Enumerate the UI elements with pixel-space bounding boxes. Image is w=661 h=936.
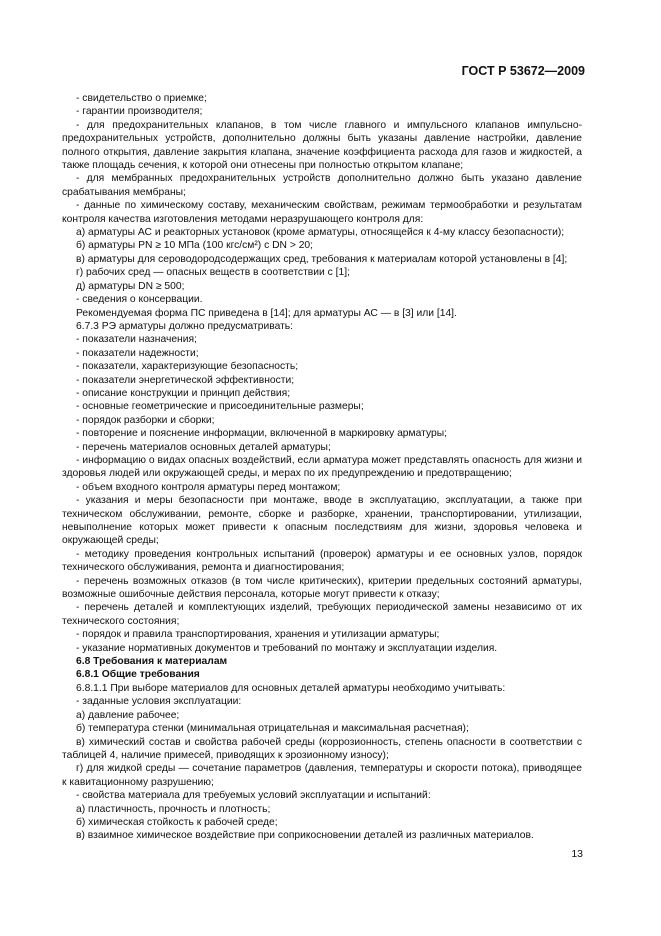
subsection-heading: 6.8.1 Общие требования bbox=[76, 669, 200, 681]
document-body bbox=[62, 92, 582, 843]
paragraph: - показатели, характеризующие безопасность; bbox=[76, 361, 299, 373]
paragraph: - основные геометрические и присоединительные размеры; bbox=[76, 401, 364, 413]
paragraph: а) пластичность, прочность и плотность; bbox=[76, 803, 271, 815]
section-heading: 6.7.3 РЭ арматуры должно предусматривать: bbox=[76, 320, 294, 332]
paragraph: - перечень деталей и комплектующих изделий, требующих периодической замены независимо от их технического состояния; bbox=[62, 602, 582, 627]
paragraph: - порядок и правила транспортирования, хранения и утилизации арматуры; bbox=[76, 629, 440, 641]
paragraph: г) рабочих сред — опасных веществ в соответствии с [1]; bbox=[76, 267, 350, 279]
paragraph: - показатели назначения; bbox=[76, 334, 197, 346]
paragraph: - данные по химическому составу, механическим свойствам, режимам термообработки и результатам контроля качества изготовления методами неразрушающего контроля для: bbox=[62, 200, 582, 225]
paragraph: - свидетельство о приемке; bbox=[76, 93, 207, 104]
paragraph: - указания и меры безопасности при монтаже, вводе в эксплуатацию, эксплуатации, а также при техническом обслуживании, ремонте, сборке и разборке, хранении, транспортировании, утилизации, невыполнение которых может привести к опасным последствиям для жизни, здоровья человека и окружающей среды; bbox=[62, 495, 582, 547]
paragraph: - повторение и пояснение информации, включенной в маркировку арматуры; bbox=[76, 428, 447, 440]
paragraph: - описание конструкции и принцип действия; bbox=[76, 387, 291, 399]
paragraph: д) арматуры DN ≥ 500; bbox=[76, 280, 185, 292]
paragraph: - для мембранных предохранительных устройств дополнительно должно быть указано давление срабатывания мембраны; bbox=[62, 173, 582, 198]
paragraph: - перечень возможных отказов (в том числе критических), критерии предельных состояний арматуры, возможные ошибочные действия персонала, которые могут привести к отказу; bbox=[62, 575, 582, 601]
paragraph: - сведения о консервации. bbox=[76, 294, 203, 306]
paragraph: - показатели надежности; bbox=[76, 347, 199, 359]
paragraph: - гарантии производителя; bbox=[76, 106, 203, 118]
paragraph: - методику проведения контрольных испытаний (проверок) арматуры и ее основных узлов, порядок технического обслуживания, ремонта и диагностирования; bbox=[62, 548, 582, 574]
paragraph: - информацию о видах опасных воздействий, если арматура может представлять опасность для жизни и здоровья людей или окружающей среды, и мерах по их предупреждению и предотвращению; bbox=[62, 454, 582, 480]
paragraph: - заданные условия эксплуатации: bbox=[76, 696, 242, 708]
paragraph: г) для жидкой среды — сочетание параметров (давления, температуры и скорости потока), приводящее к кавитационному разрушению; bbox=[62, 763, 582, 788]
paragraph: в) арматуры для сероводородсодержащих сред, требования к материалам которой установлены в [4]; bbox=[76, 253, 568, 265]
paragraph: а) давление рабочее; bbox=[76, 709, 180, 721]
paragraph: - указание нормативных документов и требований по монтажу и эксплуатации изделия. bbox=[76, 642, 498, 654]
paragraph: 6.8.1.1 При выборе материалов для основных деталей арматуры необходимо учитывать: bbox=[76, 682, 506, 694]
paragraph: б) температура стенки (минимальная отрицательная и максимальная расчетная); bbox=[76, 723, 469, 735]
paragraph: б) арматуры PN ≥ 10 МПа (100 кгс/см²) с DN > 20; bbox=[76, 240, 314, 252]
paragraph: - перечень материалов основных деталей арматуры; bbox=[76, 441, 331, 453]
paragraph: б) химическая стойкость к рабочей среде; bbox=[76, 816, 278, 828]
paragraph: в) химический состав и свойства рабочей среды (коррозионность, степень опасности в соответствии с таблицей 4, наличие примесей, приводящих к эрозионному износу); bbox=[62, 736, 582, 761]
document-header: ГОСТ Р 53672—2009 bbox=[461, 64, 585, 78]
paragraph: - порядок разборки и сборки; bbox=[76, 414, 215, 426]
page-number: 13 bbox=[571, 848, 583, 860]
paragraph: - для предохранительных клапанов, в том числе главного и импульсного клапанов импульсно-предохранительных устройств, дополнительно должны быть указаны давление настройки, давление полного открытия, давление закрытия клапана, значение коэффициента расхода для газов и жидкостей, а также площадь сечения, к которой они отнесены при полностью открытом клапане; bbox=[62, 119, 582, 172]
section-heading: 6.8 Требования к материалам bbox=[76, 656, 228, 668]
paragraph: в) взаимное химическое воздействие при соприкосновении деталей из различных материалов. bbox=[76, 830, 534, 842]
paragraph: а) арматуры АС и реакторных установок (кроме арматуры, относящейся к 4-му классу безопасности); bbox=[76, 227, 565, 239]
paragraph: - объем входного контроля арматуры перед монтажом; bbox=[76, 481, 341, 493]
paragraph: Рекомендуемая форма ПС приведена в [14]; для арматуры АС — в [3] или [14]. bbox=[76, 307, 457, 319]
paragraph: - свойства материала для требуемых условий эксплуатации и испытаний: bbox=[76, 790, 431, 802]
paragraph: - показатели энергетической эффективности; bbox=[76, 374, 295, 386]
